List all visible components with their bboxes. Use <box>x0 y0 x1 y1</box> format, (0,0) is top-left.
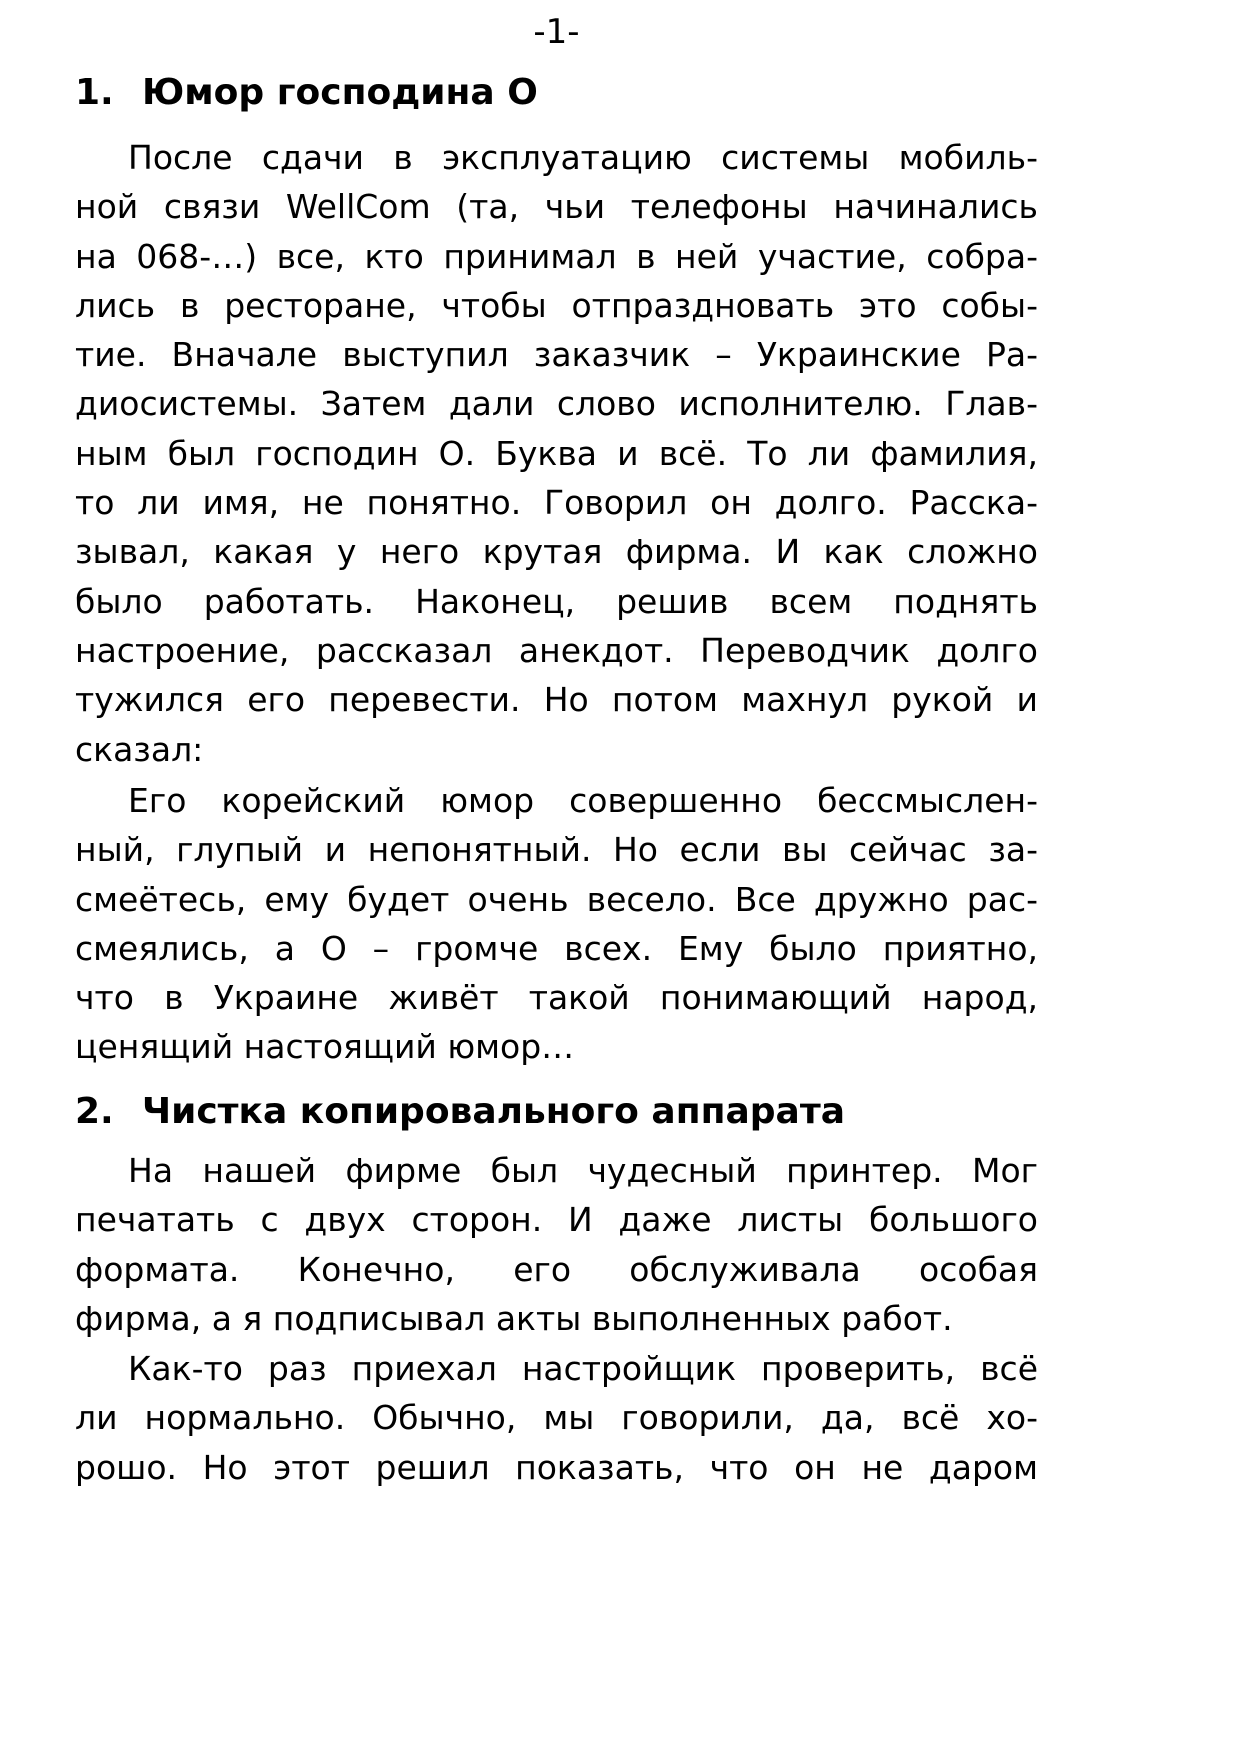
text-line: ной связи WellCom (та, чьи телефоны начинались <box>75 187 1038 227</box>
text-line: что в Украине живёт такой понимающий народ, <box>75 978 1038 1018</box>
text-line: Его корейский юмор совершенно бессмыслен- <box>128 781 1038 820</box>
paragraph <box>75 1344 1038 1492</box>
text-line: формата. Конечно, его обслуживала особая <box>75 1249 1038 1289</box>
text-line: было работать. Наконец, решив всем поднять <box>75 581 1038 621</box>
section-title: Чистка копировального аппарата <box>142 1091 845 1132</box>
text-line: тужился его перевести. Но потом махнул рукой и <box>75 680 1038 720</box>
text-line: смеётесь, ему будет очень весело. Все дружно рас- <box>75 879 1038 919</box>
text-line: После сдачи в эксплуатацию системы мобиль- <box>128 138 1038 177</box>
text-line: фирма, а я подписывал акты выполненных работ. <box>75 1298 953 1338</box>
text-line: рошо. Но этот решил показать, что он не даром <box>75 1447 1038 1487</box>
section-heading <box>75 70 538 116</box>
text-line: сказал: <box>75 729 204 769</box>
text-line: На нашей фирме был чудесный принтер. Мог <box>128 1151 1038 1190</box>
text-line: ный, глупый и непонятный. Но если вы сейчас за- <box>75 830 1038 870</box>
text-line: настроение, рассказал анекдот. Переводчик долго <box>75 630 1038 670</box>
text-line: ным был господин О. Буква и всё. То ли фамилия, <box>75 433 1038 473</box>
text-line: Как-то раз приехал настройщик проверить, всё <box>128 1349 1038 1388</box>
text-line: то ли имя, не понятно. Говорил он долго. Расска- <box>75 483 1038 523</box>
page-number: -1- <box>533 12 580 52</box>
text-line: тие. Вначале выступил заказчик – Украинские Ра- <box>75 335 1038 375</box>
paragraph <box>75 1146 1038 1343</box>
section-number: 2. <box>75 1091 114 1132</box>
text-line: на 068-…) все, кто принимал в ней участие, собра- <box>75 236 1038 276</box>
text-line: ценящий настоящий юмор… <box>75 1027 575 1067</box>
text-line: лись в ресторане, чтобы отпраздновать это собы- <box>75 285 1038 325</box>
section-number: 1. <box>75 72 114 113</box>
section-title: Юмор господина О <box>142 72 538 113</box>
text-line: диосистемы. Затем дали слово исполнителю. Глав- <box>75 384 1038 424</box>
section-heading <box>75 1089 845 1135</box>
text-line: ли нормально. Обычно, мы говорили, да, всё хо- <box>75 1398 1038 1438</box>
paragraph <box>75 133 1038 774</box>
paragraph <box>75 776 1038 1072</box>
text-line: смеялись, а О – громче всех. Ему было приятно, <box>75 928 1038 968</box>
text-line: печатать с двух сторон. И даже листы большого <box>75 1200 1038 1240</box>
text-line: зывал, какая у него крутая фирма. И как сложно <box>75 532 1038 572</box>
